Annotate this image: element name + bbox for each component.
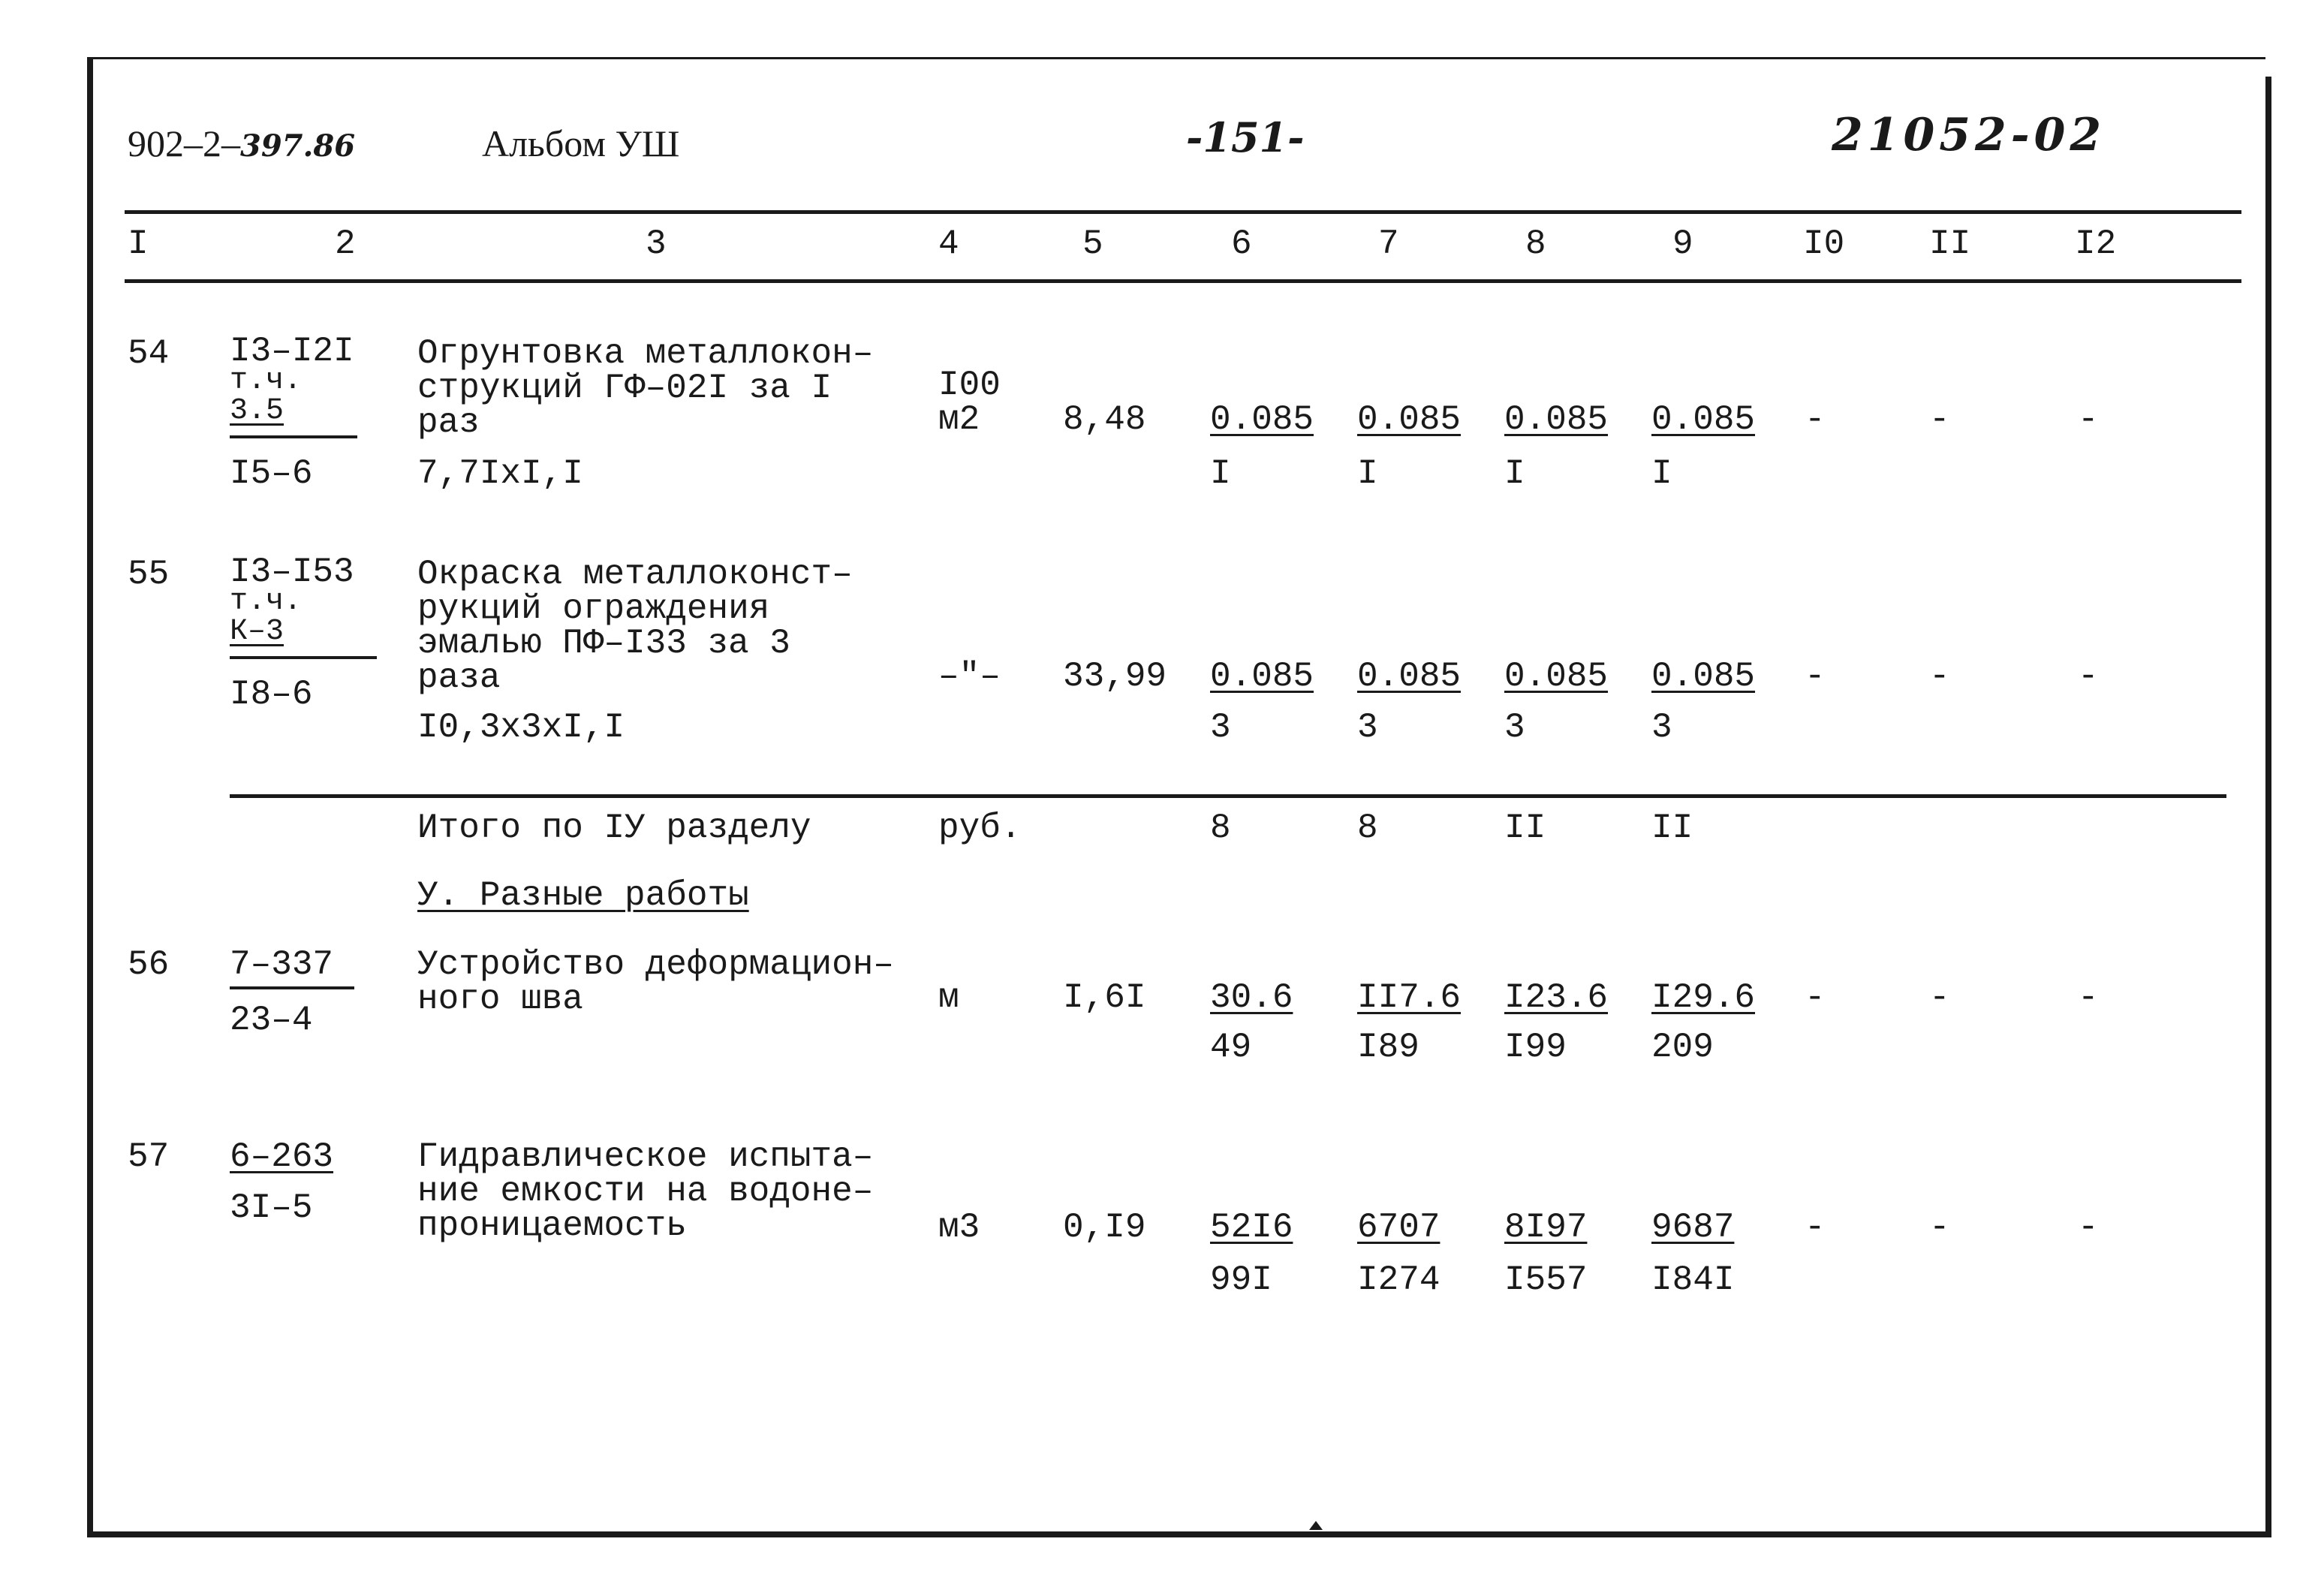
col-header: 5 <box>1082 224 1103 263</box>
row-formula: 7,7IxI,I <box>417 454 583 493</box>
row-number: 54 <box>128 334 170 373</box>
price-top: I23.6 <box>1504 978 1609 1017</box>
price-top: I29.6 <box>1651 978 1756 1017</box>
price-bottom: 49 <box>1210 1028 1252 1067</box>
price-bottom: I <box>1357 454 1378 493</box>
price-top: 52I6 <box>1210 1208 1293 1247</box>
price-bottom: I <box>1651 454 1672 493</box>
row-number: 56 <box>128 945 170 984</box>
row-code-top: 7–337 <box>230 945 334 984</box>
price-bottom: I84I <box>1651 1260 1735 1299</box>
code-line: К–3 <box>230 615 284 649</box>
col-header: 8 <box>1525 224 1546 263</box>
section-heading: У. Разные работы <box>417 876 749 915</box>
price-bottom: 99I <box>1210 1260 1272 1299</box>
price-top: 0.085 <box>1504 657 1609 696</box>
total-label: Итого по IУ разделу <box>417 809 811 848</box>
price-bottom: I <box>1210 454 1231 493</box>
row-description: Огрунтовка металлокон– струкций ГФ–02I за I раз <box>417 334 874 442</box>
price-top: II7.6 <box>1357 978 1462 1017</box>
sheet-code: 21052-02 <box>1832 109 2106 161</box>
row-number: 55 <box>128 555 170 594</box>
row-quantity: 0,I9 <box>1063 1208 1146 1247</box>
frame-top <box>89 57 2265 59</box>
total-value: 8 <box>1210 809 1231 848</box>
row-code-bottom: 23–4 <box>230 1001 313 1040</box>
empty-dash: - <box>2078 657 2099 696</box>
header-rule-bottom <box>125 279 2241 283</box>
row-quantity: I,6I <box>1063 978 1146 1017</box>
col-header: 3 <box>646 224 667 263</box>
col-header: I2 <box>2075 224 2117 263</box>
total-value: II <box>1651 809 1693 848</box>
row-code <box>230 553 354 649</box>
price-bottom: I99 <box>1504 1028 1567 1067</box>
doc-code <box>128 122 356 164</box>
price-top: 8I97 <box>1504 1208 1588 1247</box>
total-rule <box>230 794 2226 798</box>
code-divider <box>230 656 377 659</box>
price-top: 0.085 <box>1504 400 1609 439</box>
empty-dash: - <box>1929 978 1950 1017</box>
row-code-bottom: 3I–5 <box>230 1188 313 1227</box>
empty-dash: - <box>2078 1208 2099 1247</box>
empty-dash: - <box>1805 400 1826 439</box>
price-bottom: 209 <box>1651 1028 1714 1067</box>
row-code-top: 6–263 <box>230 1137 334 1176</box>
col-header: 7 <box>1378 224 1399 263</box>
price-top: 30.6 <box>1210 978 1293 1017</box>
code-line: 3.5 <box>230 394 284 428</box>
header-rule-top <box>125 210 2241 214</box>
frame-right <box>2265 77 2271 1537</box>
album-label: Альбом УШ <box>482 122 680 164</box>
total-unit: руб. <box>938 809 1022 848</box>
total-value: 8 <box>1357 809 1378 848</box>
col-header: 4 <box>938 224 959 263</box>
code-line: т.ч. <box>230 585 303 619</box>
row-code <box>230 332 354 428</box>
price-bottom: I557 <box>1504 1260 1588 1299</box>
col-header: I <box>128 224 149 263</box>
price-top: 0.085 <box>1651 657 1756 696</box>
price-top: 0.085 <box>1357 400 1462 439</box>
price-bottom: I89 <box>1357 1028 1419 1067</box>
empty-dash: - <box>2078 978 2099 1017</box>
col-header: 9 <box>1672 224 1693 263</box>
row-formula: I0,3x3xI,I <box>417 708 625 747</box>
row-number: 57 <box>128 1137 170 1176</box>
empty-dash: - <box>1929 1208 1950 1247</box>
price-bottom: I274 <box>1357 1260 1440 1299</box>
row-code-bottom: I8–6 <box>230 675 313 714</box>
empty-dash: - <box>1805 1208 1826 1247</box>
price-top: 0.085 <box>1210 657 1314 696</box>
col-header: 2 <box>335 224 356 263</box>
price-bottom: 3 <box>1210 708 1231 747</box>
page-number: -151- <box>1186 113 1305 161</box>
doc-code-prefix: 902–2– <box>128 122 240 164</box>
price-bottom: 3 <box>1357 708 1378 747</box>
total-value: II <box>1504 809 1546 848</box>
empty-dash: - <box>1805 978 1826 1017</box>
empty-dash: - <box>1929 657 1950 696</box>
row-unit: м3 <box>938 1208 980 1247</box>
empty-dash: - <box>1805 657 1826 696</box>
price-top: 0.085 <box>1357 657 1462 696</box>
price-bottom: 3 <box>1651 708 1672 747</box>
row-description: Гидравлическое испыта– ние емкости на водоне– проницаемость <box>417 1137 874 1245</box>
price-top: 6707 <box>1357 1208 1440 1247</box>
frame-left <box>87 57 93 1537</box>
empty-dash: - <box>2078 400 2099 439</box>
price-top: 0.085 <box>1651 400 1756 439</box>
code-divider <box>230 986 354 989</box>
price-bottom: I <box>1504 454 1525 493</box>
doc-code-handwritten: 397.86 <box>240 128 356 164</box>
col-header: II <box>1929 224 1971 263</box>
row-unit: –"– <box>938 657 1001 696</box>
empty-dash: - <box>1929 400 1950 439</box>
code-line: I3–I53 <box>230 553 354 592</box>
col-header: 6 <box>1231 224 1252 263</box>
row-quantity: 8,48 <box>1063 400 1146 439</box>
row-description: Устройство деформацион– ного шва <box>417 945 894 1019</box>
row-unit: м <box>938 978 959 1017</box>
code-line: I3–I2I <box>230 332 354 371</box>
row-description: Окраска металлоконст– рукций ограждения эмалью ПФ–I33 за 3 раза <box>417 555 853 697</box>
row-code-bottom: I5–6 <box>230 454 313 493</box>
price-top: 9687 <box>1651 1208 1735 1247</box>
price-top: 0.085 <box>1210 400 1314 439</box>
code-divider <box>230 435 357 438</box>
code-line: т.ч. <box>230 364 303 398</box>
col-header: I0 <box>1803 224 1845 263</box>
frame-center-mark <box>1309 1521 1323 1530</box>
frame-bottom <box>87 1531 2271 1537</box>
price-bottom: 3 <box>1504 708 1525 747</box>
row-unit: I00 м2 <box>938 366 1001 439</box>
row-quantity: 33,99 <box>1063 657 1167 696</box>
